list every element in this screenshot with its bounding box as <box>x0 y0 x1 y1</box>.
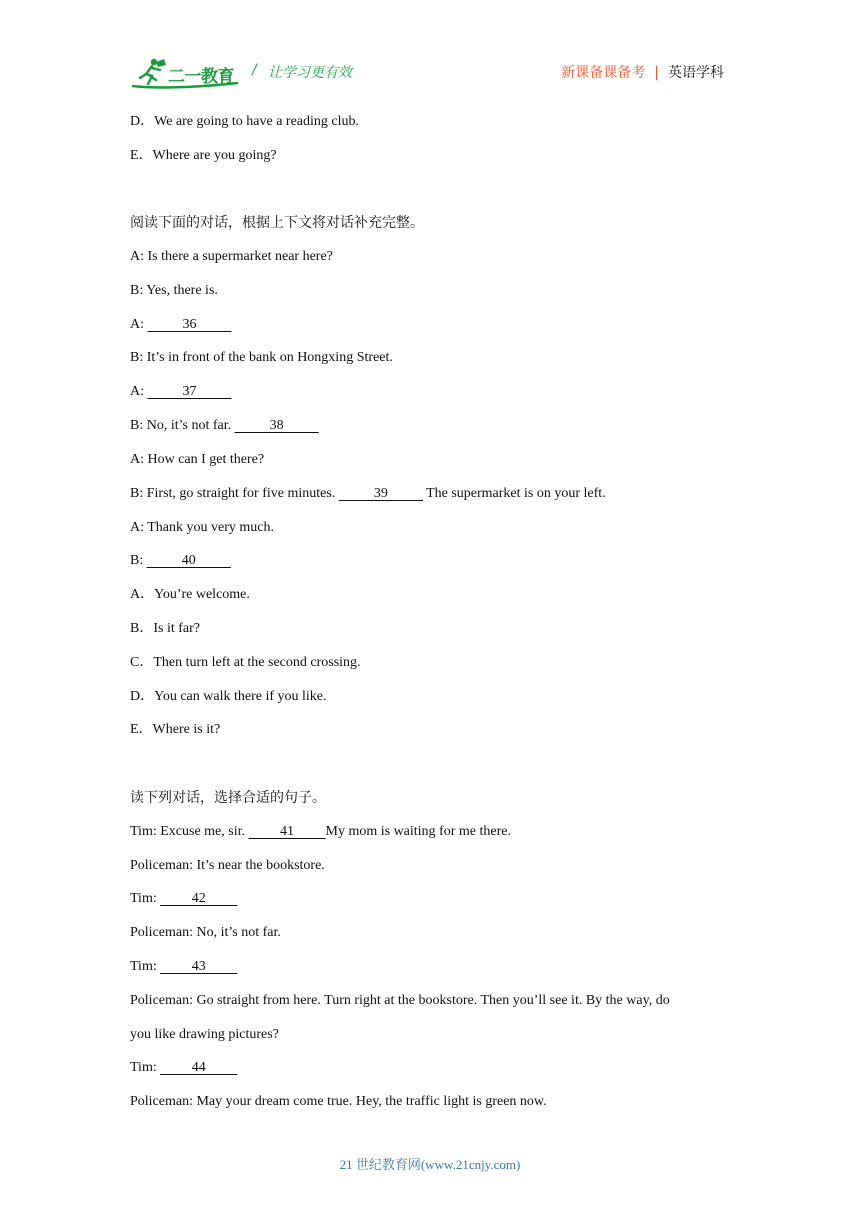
header-separator: | <box>654 65 659 81</box>
blank-42: 42 <box>191 891 206 906</box>
dialogue-line: B: It’s in front of the bank on Hongxing Street. <box>130 350 393 365</box>
dialogue-line <box>130 383 232 401</box>
dialogue-line <box>130 316 232 334</box>
dialogue-line <box>130 417 319 435</box>
dialogue-line: A: How can I get there? <box>130 452 265 467</box>
option-b: B．Is it far? <box>130 621 200 636</box>
dialogue-line <box>130 1059 237 1077</box>
option-d: D．We are going to have a reading club. <box>130 114 360 129</box>
section2-instruction: 阅读下面的对话，根据上下文将对话补充完整。 <box>130 215 424 231</box>
header-slogan: 让学习更有效 <box>268 65 352 81</box>
page-header <box>130 56 726 90</box>
option-e: E．Where is it? <box>130 722 221 737</box>
speaker: Tim: <box>130 1060 161 1075</box>
logo-text: 二一教育 <box>168 67 234 87</box>
blank-41: 41 <box>280 824 294 839</box>
speaker: Tim: <box>130 891 161 906</box>
speaker: B: <box>130 553 147 568</box>
blank-40: 40 <box>181 553 196 568</box>
speaker: Tim: <box>130 959 161 974</box>
speaker: A: <box>130 384 148 399</box>
option-d: D．You can walk there if you like. <box>130 689 327 704</box>
line-text: Tim: Excuse me, sir. <box>130 824 249 839</box>
blank-36: 36 <box>182 317 197 332</box>
blank-43: 43 <box>191 959 206 974</box>
blank-38: 38 <box>269 418 284 433</box>
dialogue-line: you like drawing pictures? <box>130 1027 279 1042</box>
blank-44: 44 <box>191 1060 206 1075</box>
header-slash: / <box>252 62 257 78</box>
option-c: C．Then turn left at the second crossing. <box>130 655 361 670</box>
dialogue-line: Policeman: May your dream come true. Hey, the traffic light is green now. <box>130 1094 547 1109</box>
blank-39: 39 <box>373 486 388 501</box>
dialogue-line: B: Yes, there is. <box>130 283 218 298</box>
speaker: A: <box>130 317 148 332</box>
header-subject: 英语学科 <box>668 65 724 81</box>
dialogue-line: A: Is there a supermarket near here? <box>130 249 333 264</box>
line-text: My mom is waiting for me there. <box>325 824 511 839</box>
dialogue-line <box>130 823 511 841</box>
section3-instruction: 读下列对话，选择合适的句子。 <box>130 790 326 806</box>
dialogue-line: Policeman: No, it’s not far. <box>130 925 281 940</box>
line-text: B: No, it’s not far. <box>130 418 235 433</box>
page-footer: 21 世纪教育网(www.21cnjy.com) <box>339 1157 521 1172</box>
blank-37: 37 <box>182 384 197 399</box>
header-right <box>561 62 724 82</box>
option-a: A．You’re welcome. <box>130 587 250 602</box>
dialogue-line: A: Thank you very much. <box>130 520 274 535</box>
dialogue-line <box>130 485 606 503</box>
dialogue-line <box>130 958 237 976</box>
dialogue-line: Policeman: Go straight from here. Turn right at the bookstore. Then you’ll see it. By the way, do <box>130 993 670 1008</box>
header-tagline: 新课备课备考 <box>561 65 646 81</box>
dialogue-line: Policeman: It’s near the bookstore. <box>130 858 325 873</box>
option-e: E．Where are you going? <box>130 148 277 163</box>
dialogue-line <box>130 552 231 570</box>
dialogue-line <box>130 890 237 908</box>
line-text: B: First, go straight for five minutes. <box>130 486 339 501</box>
line-text: The supermarket is on your left. <box>422 486 606 501</box>
